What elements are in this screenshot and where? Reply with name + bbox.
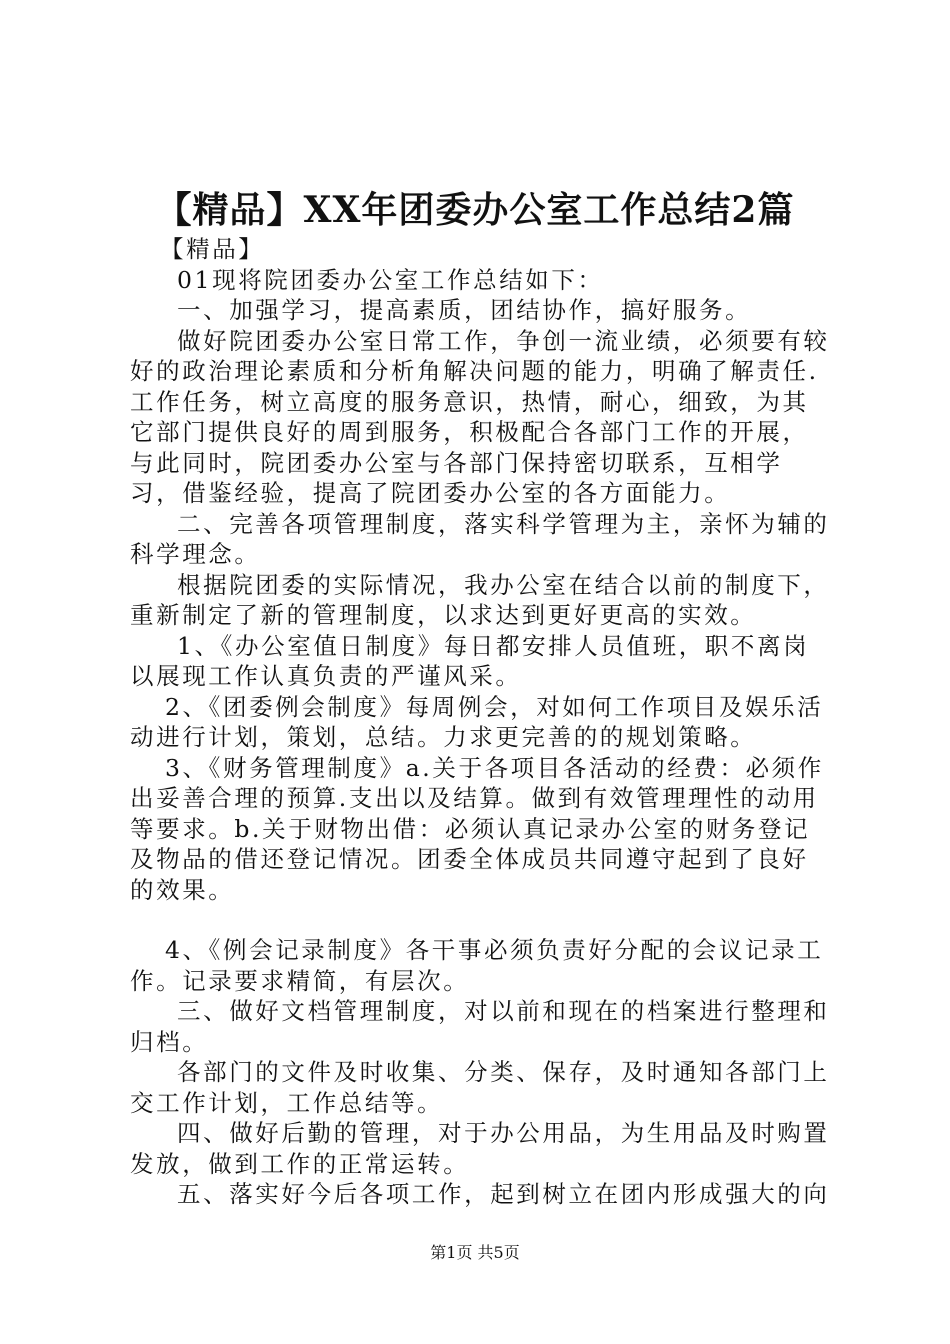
section-heading-3: 三、做好文档管理制度，对以前和现在的档案进行整理和归档。 [130,997,830,1056]
paragraph: 各部门的文件及时收集、分类、保存，及时通知各部门上交工作计划，工作总结等。 [130,1058,830,1117]
list-item: 2、《团委例会制度》每周例会，对如何工作项目及娱乐活动进行计划，策划，总结。力求更完善的的规划策略。 [130,692,824,751]
paragraph-intro: 01现将院团委办公室工作总结如下： [177,265,604,294]
list-item: 4、《例会记录制度》各干事必须负责好分配的会议记录工作。记录要求精简，有层次。 [130,936,824,995]
paragraph: 做好院团委办公室日常工作，争创一流业绩，必须要有较好的政治理论素质和分析角解决问题的能力，明确了解责任.工作任务，树立高度的服务意识，热情，耐心，细致，为其它部门提供良好的周到服务，积极配合各部门工作的开展，与此同时，院团委办公室与各部门保持密切联系，互相学习，借鉴经验，提高了院团委办公室的各方面能力。 [130,326,830,507]
section-heading-2: 二、完善各项管理制度，落实科学管理为主，亲怀为辅的科学理念。 [130,509,830,568]
list-item: 1、《办公室值日制度》每日都安排人员值班，职不离岗以展现工作认真负责的严谨风采。 [130,631,810,690]
document-title: 【精品】XX年团委办公室工作总结2篇 [155,189,795,231]
list-item: 3、《财务管理制度》a.关于各项目各活动的经费：必须作出妥善合理的预算.支出以及结算。做到有效管理理性的动用等要求。b.关于财物出借：必须认真记录办公室的财务登记及物品的借还登记情况。团委全体成员共同遵守起到了良好的效果。 [130,753,824,904]
document-body [130,234,830,1210]
page-footer: 第1页 共5页 [430,1243,520,1262]
section-heading-5: 五、落实好今后各项工作，起到树立在团内形成强大的向 [177,1180,830,1208]
section-heading-4: 四、做好后勤的管理，对于办公用品，为生用品及时购置发放，做到工作的正常运转。 [130,1119,830,1178]
paragraph-tag: 【精品】 [160,235,265,263]
section-heading-1: 一、加强学习，提高素质，团结协作，搞好服务。 [177,296,752,324]
paragraph: 根据院团委的实际情况，我办公室在结合以前的制度下，重新制定了新的管理制度，以求达到更好更高的实效。 [130,570,830,629]
